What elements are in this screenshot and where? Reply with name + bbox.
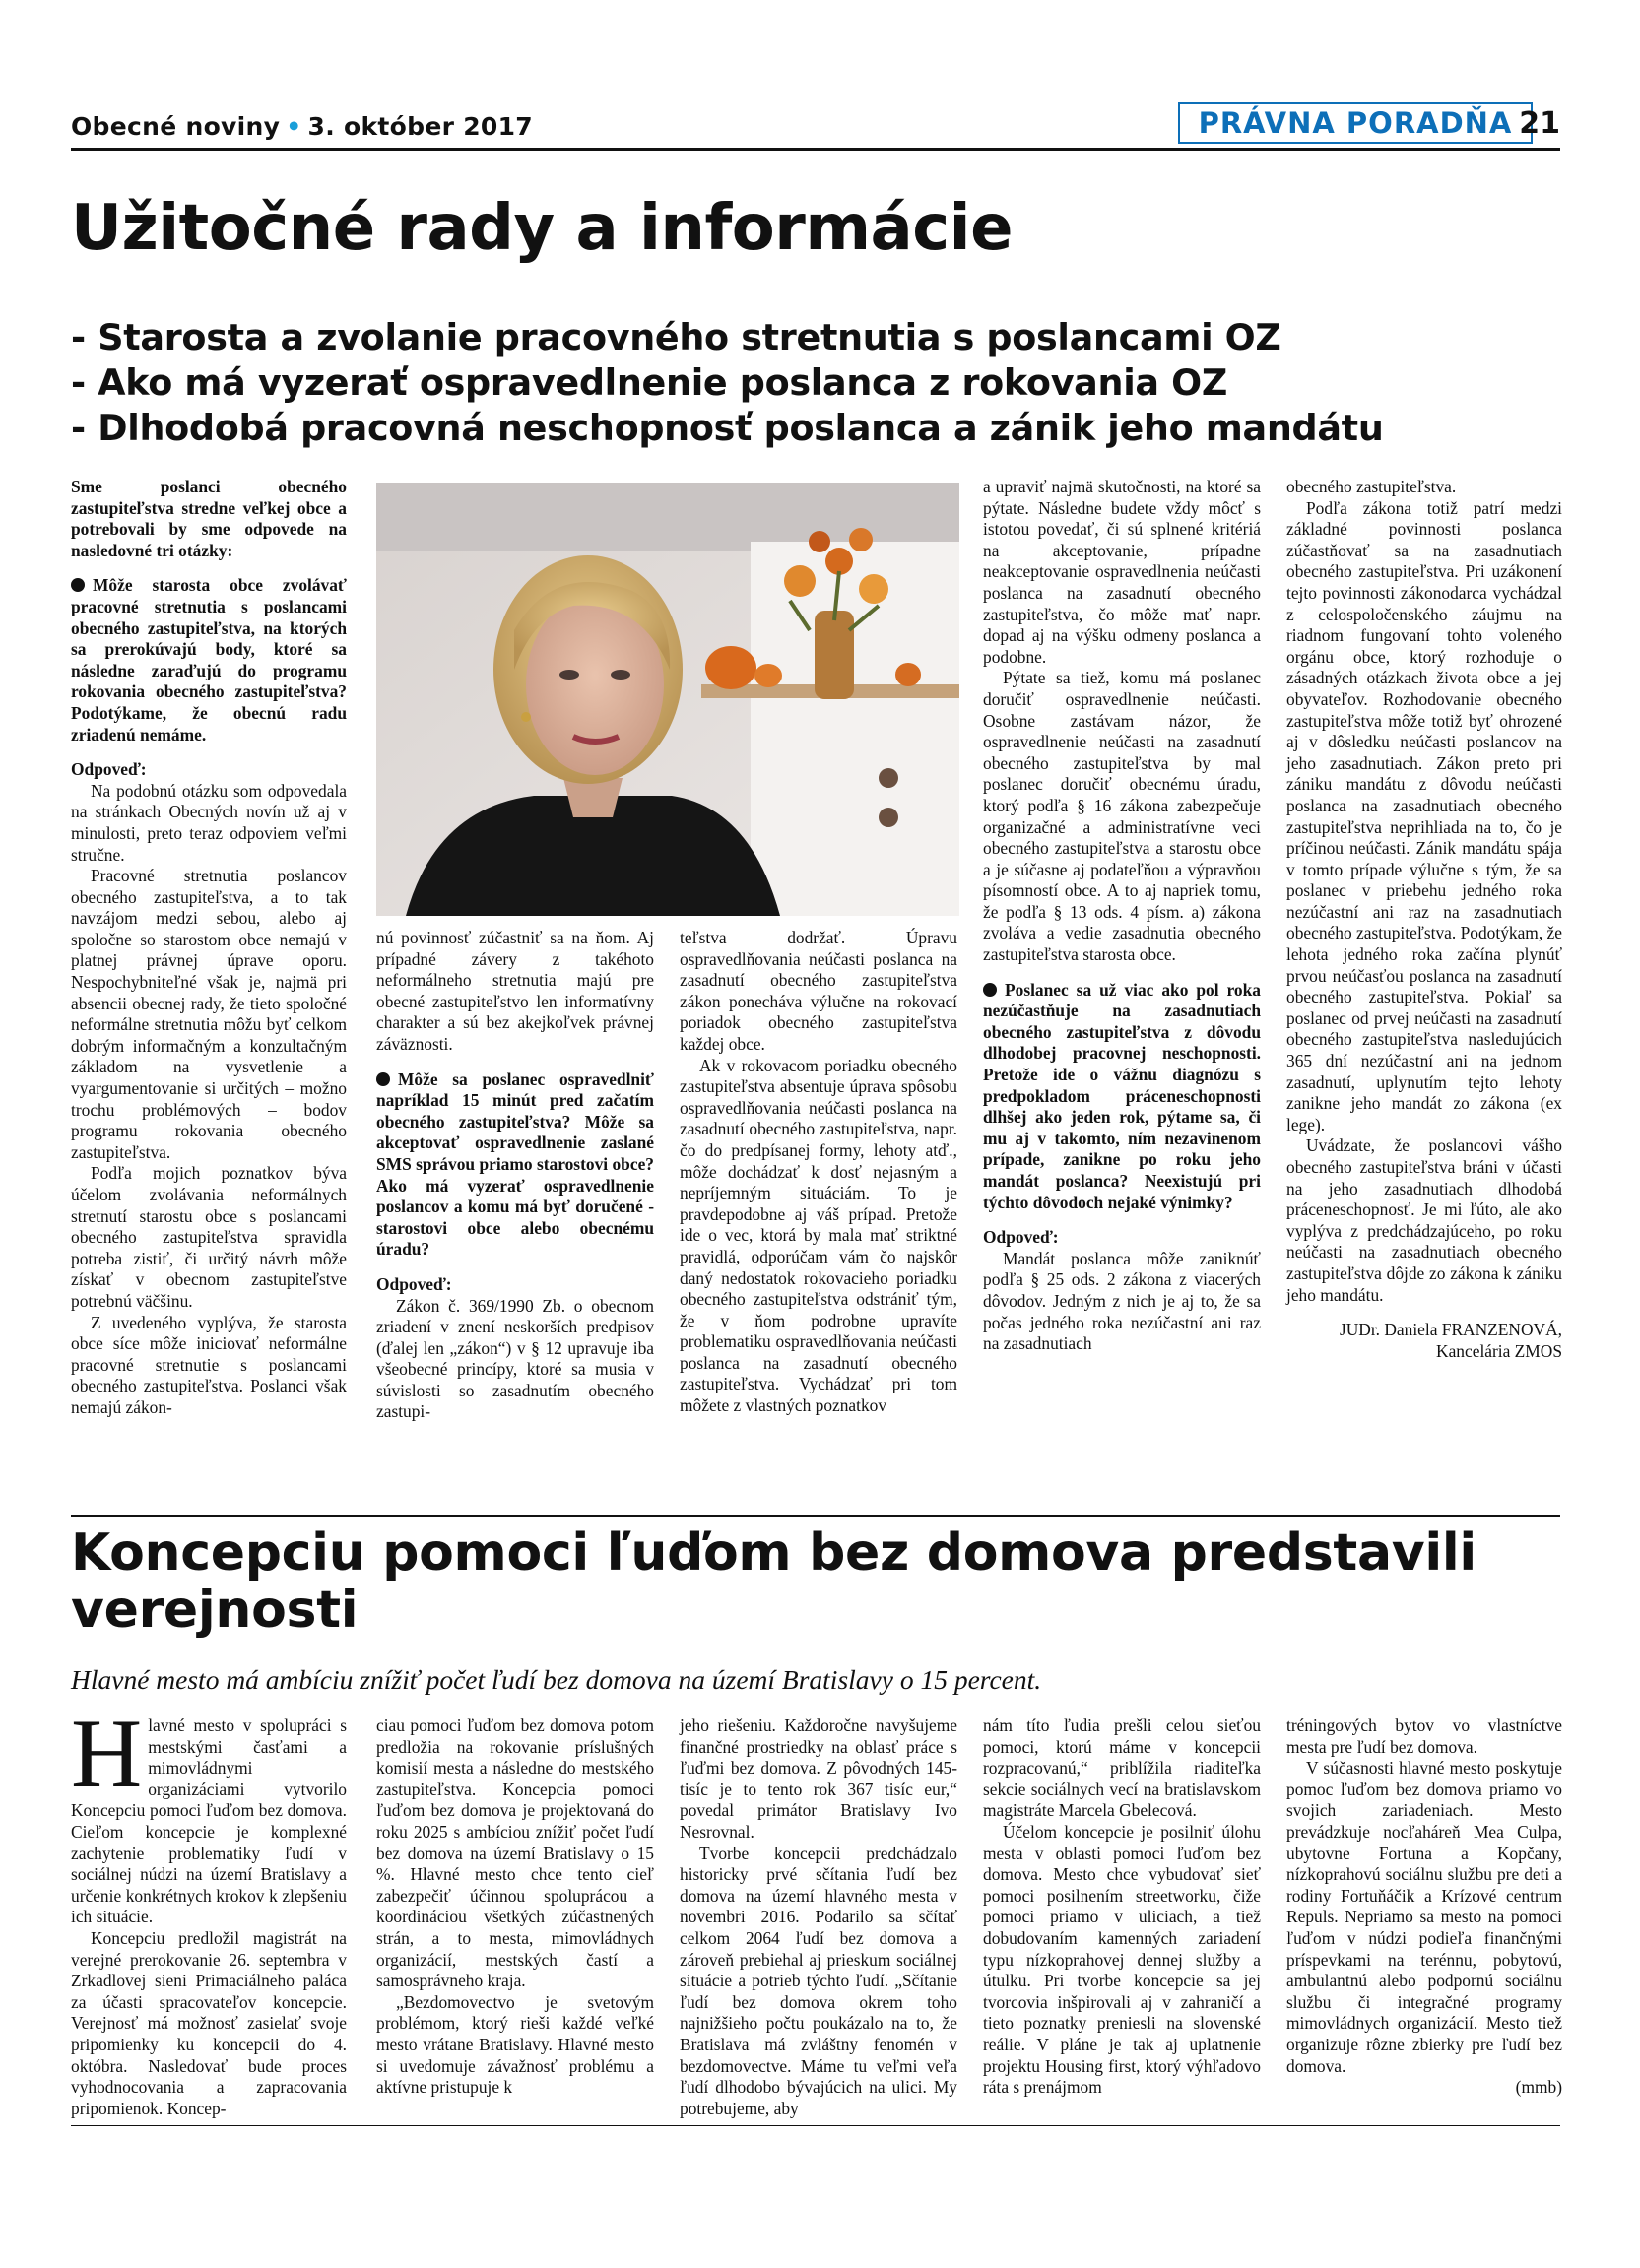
paragraph: teľstva dodržať. Úpravu ospravedlňovania neúčasti poslanca na zasadnutí obecného zastupiteľstva zákon ponecháva výlučne na rokovací poriadok obecného zastupiteľstva každej obce.	[680, 928, 957, 1054]
article-divider	[71, 1515, 1560, 1517]
paragraph: obecného zastupiteľstva.	[1286, 477, 1457, 496]
paragraph: „Bezdomovectvo je svetovým problémom, ktorý rieši každé veľké mesto vrátane Bratislavy. Hlavné mesto si uvedomuje závažnosť problému a aktívne pristupuje k	[376, 1991, 654, 2098]
page-bottom-rule	[71, 2125, 1560, 2126]
subtitle-item: - Starosta a zvolanie pracovného stretnutia s poslancami OZ	[71, 316, 1281, 358]
paragraph: Mandát poslanca môže zaniknúť podľa § 25 ods. 2 zákona z viacerých dôvodov. Jedným z nich je aj to, že sa počas jedného roka nezúčastní ani raz na zasadnutiach	[983, 1248, 1261, 1354]
publication-name: Obecné noviny	[71, 112, 281, 141]
paragraph: Uvádzate, že poslancovi vášho obecného zastupiteľstva bráni v účasti na jeho zasadnutiach dlhodobá práceneschopnosť. Je mi ľúto, ale ako vyplýva z predchádzajúceho, po roku neúčasti na zasadnutiach obecného zastupiteľstva dôjde zo zákona k zániku jeho mandátu.	[1286, 1135, 1562, 1305]
paragraph: Na podobnú otázku som odpovedala na stránkach Obecných novín už aj v minulosti, preto teraz odpoviem veľmi stručne.	[71, 780, 347, 865]
article1-column-4	[983, 477, 1261, 1355]
subtitle-item: - Ako má vyzerať ospravedlnenie poslanca z rokovania OZ	[71, 361, 1228, 404]
answer-label: Odpoveď:	[376, 1273, 452, 1294]
article1-column-1	[71, 477, 347, 1419]
author-signature: (mmb)	[1515, 2077, 1562, 2098]
paragraph: Zákon č. 369/1990 Zb. o obecnom zriadení v znení neskorších predpisov (ďalej len „zákon“) v § 12 upravuje iba všeobecné princípy, ktoré sa musia v súvislosti so zasadnutím obecného zastupi-	[376, 1295, 654, 1422]
bullet-icon	[983, 983, 997, 997]
portrait-photo-illustration	[376, 483, 959, 916]
article1-column-2	[376, 928, 654, 1423]
issue-date: 3. október 2017	[307, 112, 533, 141]
paragraph: Koncepciu predložil magistrát na verejné prerokovanie 26. septembra v Zrkadlovej sieni Primaciálneho paláca za účasti spracovateľov koncepcie. Verejnosť má možnosť zasielať svoje pripomienky ku koncepcii do 4. októbra. Nasledovať bude proces vyhodnocovania a zapracovania pripomienok. Koncep-	[71, 1927, 347, 2118]
bullet-icon	[376, 1072, 390, 1086]
article2-column-3	[680, 1716, 957, 2119]
article-lead: Hlavné mesto má ambíciu znížiť počet ľudí bez domova na území Bratislavy o 15 percent.	[71, 1664, 1042, 1695]
article2-column-1	[71, 1699, 347, 2119]
page-number: 21	[1519, 106, 1560, 141]
bullet-icon	[71, 578, 85, 592]
answer-label: Odpoveď:	[983, 1227, 1059, 1248]
section-label: PRÁVNA PORADŇA	[1198, 106, 1513, 140]
paragraph: Tvorbe koncepcii predchádzalo historicky prvé sčítania ľudí bez domova na území hlavného mesta v novembri 2016. Podarilo sa sčítať celkom 2064 ľudí bez domova a zároveň prebiehal aj prieskum sociálnej situácie a potrieb týchto ľudí. „Sčítanie ľudí bez domova okrem toho najnižšieho počtu poukázalo na to, že Bratislava má zvláštny fenomén v bezdomovectve. Máme tu veľmi veľa ľudí dlhodobo bývajúcich na ulici. My potrebujeme, aby	[680, 1843, 957, 2118]
article1-column-5	[1286, 477, 1562, 1362]
paragraph: Podľa mojich poznatkov býva účelom zvolávania neformálnych stretnutí starostu obce s poslancami obecného zastupiteľstva spravidla potreba zistiť, či určitý návrh môže získať v obecnom zastupiteľstve potrebnú väčšinu.	[71, 1163, 347, 1311]
paragraph: V súčasnosti hlavné mesto poskytuje pomoc ľuďom bez domova priamo vo svojich zariadeniach. Mesto prevádzkuje nocľaháreň Mea Culpa, ubytovne Fortuna a Kopčany, nízkoprahovú sociálnu službu pre deti a rodiny Fortuňáčik a Krízové centrum Repuls. Nepriamo sa mesto na pomoci ľuďom v núdzi podieľa finančnými príspevkami na terénnu, pobytovú, ambulantnú alebo podpornú sociálnu službu či integračné programy mimovládnych organizácií. Mesto tiež organizuje rôzne zbierky pre ľudí bez domova.	[1286, 1758, 1562, 2076]
article1-column-3	[680, 928, 957, 1417]
article2-column-2	[376, 1716, 654, 2099]
paragraph: Ak v rokovacom poriadku obecného zastupiteľstva absentuje úprava spôsobu ospravedlňovania neúčasti poslanca na zasadnutí obecného zastupiteľstva, napr. čo do predpísanej formy, lehoty atď., môže dochádzať k dosť nejasným a nepríjemným situáciám. To je pravdepodobne aj váš prípad. Pretože ide o vec, ktorá by mala mať striktné pravidlá, odporúčam vám čo najskôr daný nedostatok rokovacieho poriadku obecného zastupiteľstva odstrániť tým, že v ňom podrobne upravíte problematiku ospravedlňovania neúčasti poslanca na zasadnutí obecného zastupiteľstva. Vychádzať pri tom môžete z vlastných poznatkov	[680, 1055, 957, 1416]
paragraph: Z uvedeného vyplýva, že starosta obce síce môže iniciovať neformálne pracovné stretnutie s poslancami obecného zastupiteľstva. Poslanci však nemajú zákon-	[71, 1312, 347, 1417]
article2-column-5	[1286, 1716, 1562, 2099]
question-1: Môže starosta obce zvolávať pracovné stretnutia s poslancami obecného zastupiteľstva, na ktorých sa prerokúvajú body, ktoré sa následne zaraďujú do programu rokovania obecného zastupiteľstva? Podotýkame, že obecnú radu zriadenú nemáme.	[71, 575, 347, 745]
article-subtitles	[71, 315, 1384, 451]
paragraph: nú povinnosť zúčastniť sa na ňom. Aj prípadné závery z takéhoto neformálneho stretnutia majú pre obecné zastupiteľstvo len informatívny charakter a sú bez akejkoľvek právnej záväznosti.	[376, 928, 654, 1054]
article-title: Užitočné rady a informácie	[71, 192, 1013, 265]
author-name: JUDr. Daniela FRANZENOVÁ,	[1339, 1320, 1562, 1340]
intro-text: Sme poslanci obecného zastupiteľstva stredne veľkej obce a potrebovali by sme odpovede na nasledovné tri otázky:	[71, 477, 347, 560]
paragraph: Pracovné stretnutia poslancov obecného zastupiteľstva, a to tak navzájom medzi sebou, alebo aj spoločne so starostom obce nemajú v platnej právnej úprave oporu. Nespochybniteľné však je, najmä pri absencii obecnej rady, že tieto spoločné neformálne stretnutia môžu byť celkom dobrým informačným a konzultačným základom na vysvetlenie a vyargumentovanie si určitých – možno trochu problémových – bodov programu rokovania obecného zastupiteľstva.	[71, 866, 347, 1162]
paragraph: Podľa zákona totiž patrí medzi základné povinnosti poslanca zúčastňovať sa na zasadnutiach obecného zastupiteľstva. Pri uzákonení tejto povinnosti zákonodarca vychádzal z celospoločenského záujmu na riadnom fungovaní tohto voleného orgánu obce, ktorý rozhoduje o zásadných otázkach života obce a jej obyvateľov. Rozhodovanie obecného zastupiteľstva môže totiž byť ohrozené aj v dôsledku neúčasti poslancov na jeho zasadnutiach. Zákon preto pri zániku mandátu z dôvodu neúčasti poslanca na zasadnutiach obecného zastupiteľstva neprihliada na to, čo je príčinou neúčasti. Zánik mandátu spája v tomto prípade výlučne s tým, že sa poslanec v priebehu jedného roka nezúčastní ani raz na zasadnutiach obecného zastupiteľstva. Podotýkam, že lehota jedného roka začína plynúť prvou neúčasťou poslanca na zasadnutí obecného zastupiteľstva. Pokiaľ sa poslanec od prvej neúčasti na zasadnutí obecného zastupiteľstva nasledujúcich 365 dní nezúčastní ani na jednom zasadnutí, uplynutím tejto lehoty zanikne jeho mandát zo zákona (ex lege).	[1286, 497, 1562, 1134]
article-title: Koncepciu pomoci ľuďom bez domova predstavili verejnosti	[71, 1523, 1476, 1640]
page-header	[71, 102, 1560, 146]
separator-dot-icon: •	[286, 112, 302, 141]
masthead	[71, 112, 533, 141]
subtitle-item: - Dlhodobá pracovná neschopnosť poslanca a zánik jeho mandátu	[71, 407, 1384, 449]
paragraph: tréningových bytov vo vlastníctve mesta pre ľudí bez domova.	[1286, 1716, 1562, 1757]
article2-column-4	[983, 1716, 1261, 2099]
paragraph: Pýtate sa tiež, komu má poslanec doručiť ospravedlnenie neúčasti. Osobne zastávam názor, že ospravedlnenie neúčasti na zasadnutí obecného zastupiteľstva by mal poslanec doručiť obecnému úradu, ktorý podľa § 16 zákona zabezpečuje organizačné a administratívne veci obecného zastupiteľstva a starostu obce a je súčasne aj podateľňou a výpravňou písomností obce. A to aj napriek tomu, že podľa § 13 ods. 4 písm. a) zákona zvoláva a vedie zasadnutia obecného zastupiteľstva starosta obce.	[983, 668, 1261, 965]
portrait-photo	[376, 483, 959, 916]
question-3: Poslanec sa už viac ako pol roka nezúčastňuje na zasadnutiach obecného zastupiteľstva z dôvodu dlhodobej pracovnej neschopnosti. Pretože ide o vážnu diagnózu s predpokladom práceneschopnosti dlhšej ako jeden rok, pýtame sa, či mu aj v takomto, ním nezavinenom prípade, zanikne po roku jeho mandát poslanca? Neexistujú pri týchto dôvodoch nejaké výnimky?	[983, 979, 1261, 1212]
paragraph: Hlavné mesto v spolupráci s mestskými časťami a mimovládnymi organizáciami vytvorilo Koncepciu pomoci ľuďom bez domova. Cieľom koncepcie je komplexné zachytenie problematiky ľudí v sociálnej núdzi na území Bratislavy a určenie konkrétnych krokov k zlepšeniu ich situácie.	[71, 1699, 347, 1927]
answer-label: Odpoveď:	[71, 759, 147, 780]
question-2: Môže sa poslanec ospravedlniť napríklad 15 minút pred začatím obecného zastupiteľstva? Môže sa akceptovať ospravedlnenie zaslané SMS správou priamo starostovi obce? Ako má vyzerať ospravedlnenie poslancov a komu má byť doručené - starostovi obce alebo obecnému úradu?	[376, 1069, 654, 1260]
dropcap: H	[71, 1699, 143, 1808]
header-divider	[71, 148, 1560, 151]
paragraph: a upraviť najmä skutočnosti, na ktoré sa pýtate. Následne budete vždy môcť s istotou povedať, či sú splnené kritériá na akceptovanie, prípadne neakceptovanie ospravedlnenia neúčasti poslanca na zasadnutí obecného zastupiteľstva, čo môže mať napr. dopad aj na výšku odmeny poslanca a podobne.	[983, 477, 1261, 667]
paragraph: nám títo ľudia prešli celou sieťou pomoci, ktorú máme v koncepcii rozpracovanú,“ priblížila riaditeľka sekcie sociálnych vecí na bratislavskom magistráte Marcela Gbelecová.	[983, 1716, 1261, 1821]
paragraph: jeho riešeniu. Každoročne navyšujeme finančné prostriedky na oblasť práce s ľuďmi bez domova. Z pôvodných 145-tisíc je to tento rok 367 tisíc eur,“ povedal primátor Bratislavy Ivo Nesrovnal.	[680, 1716, 957, 1842]
paragraph: Účelom koncepcie je posilniť úlohu mesta v oblasti pomoci ľuďom bez domova. Mesto chce vybudovať sieť pomoci posilnením streetworku, čiže pomoci priamo v uliciach, a tiež dobudovaním kamenných zariadení typu nízkoprahovej dennej služby a útulku. Pri tvorbe koncepcie sa jej tvorcovia inšpirovali aj v zahraničí a tieto poznatky preniesli na slovenské reálie. V pláne je tak aj uplatnenie projektu Housing first, ktorý výhľadovo ráta s prenájmom	[983, 1821, 1261, 2098]
paragraph: ciau pomoci ľuďom bez domova potom predložia na rokovanie príslušných komisií mesta a následne do mestského zastupiteľstva. Koncepcia pomoci ľuďom bez domova je projektovaná do roku 2025 s ambíciou znížiť počet ľudí bez domova na území Bratislavy o 15 %. Hlavné mesto chce tento cieľ zabezpečiť účinnou spoluprácou a koordináciou všetkých zúčastnených strán, a to mesta, mimovládnych organizácií, mestských častí a samosprávneho kraja.	[376, 1716, 654, 1991]
author-affiliation: Kancelária ZMOS	[1436, 1340, 1562, 1361]
